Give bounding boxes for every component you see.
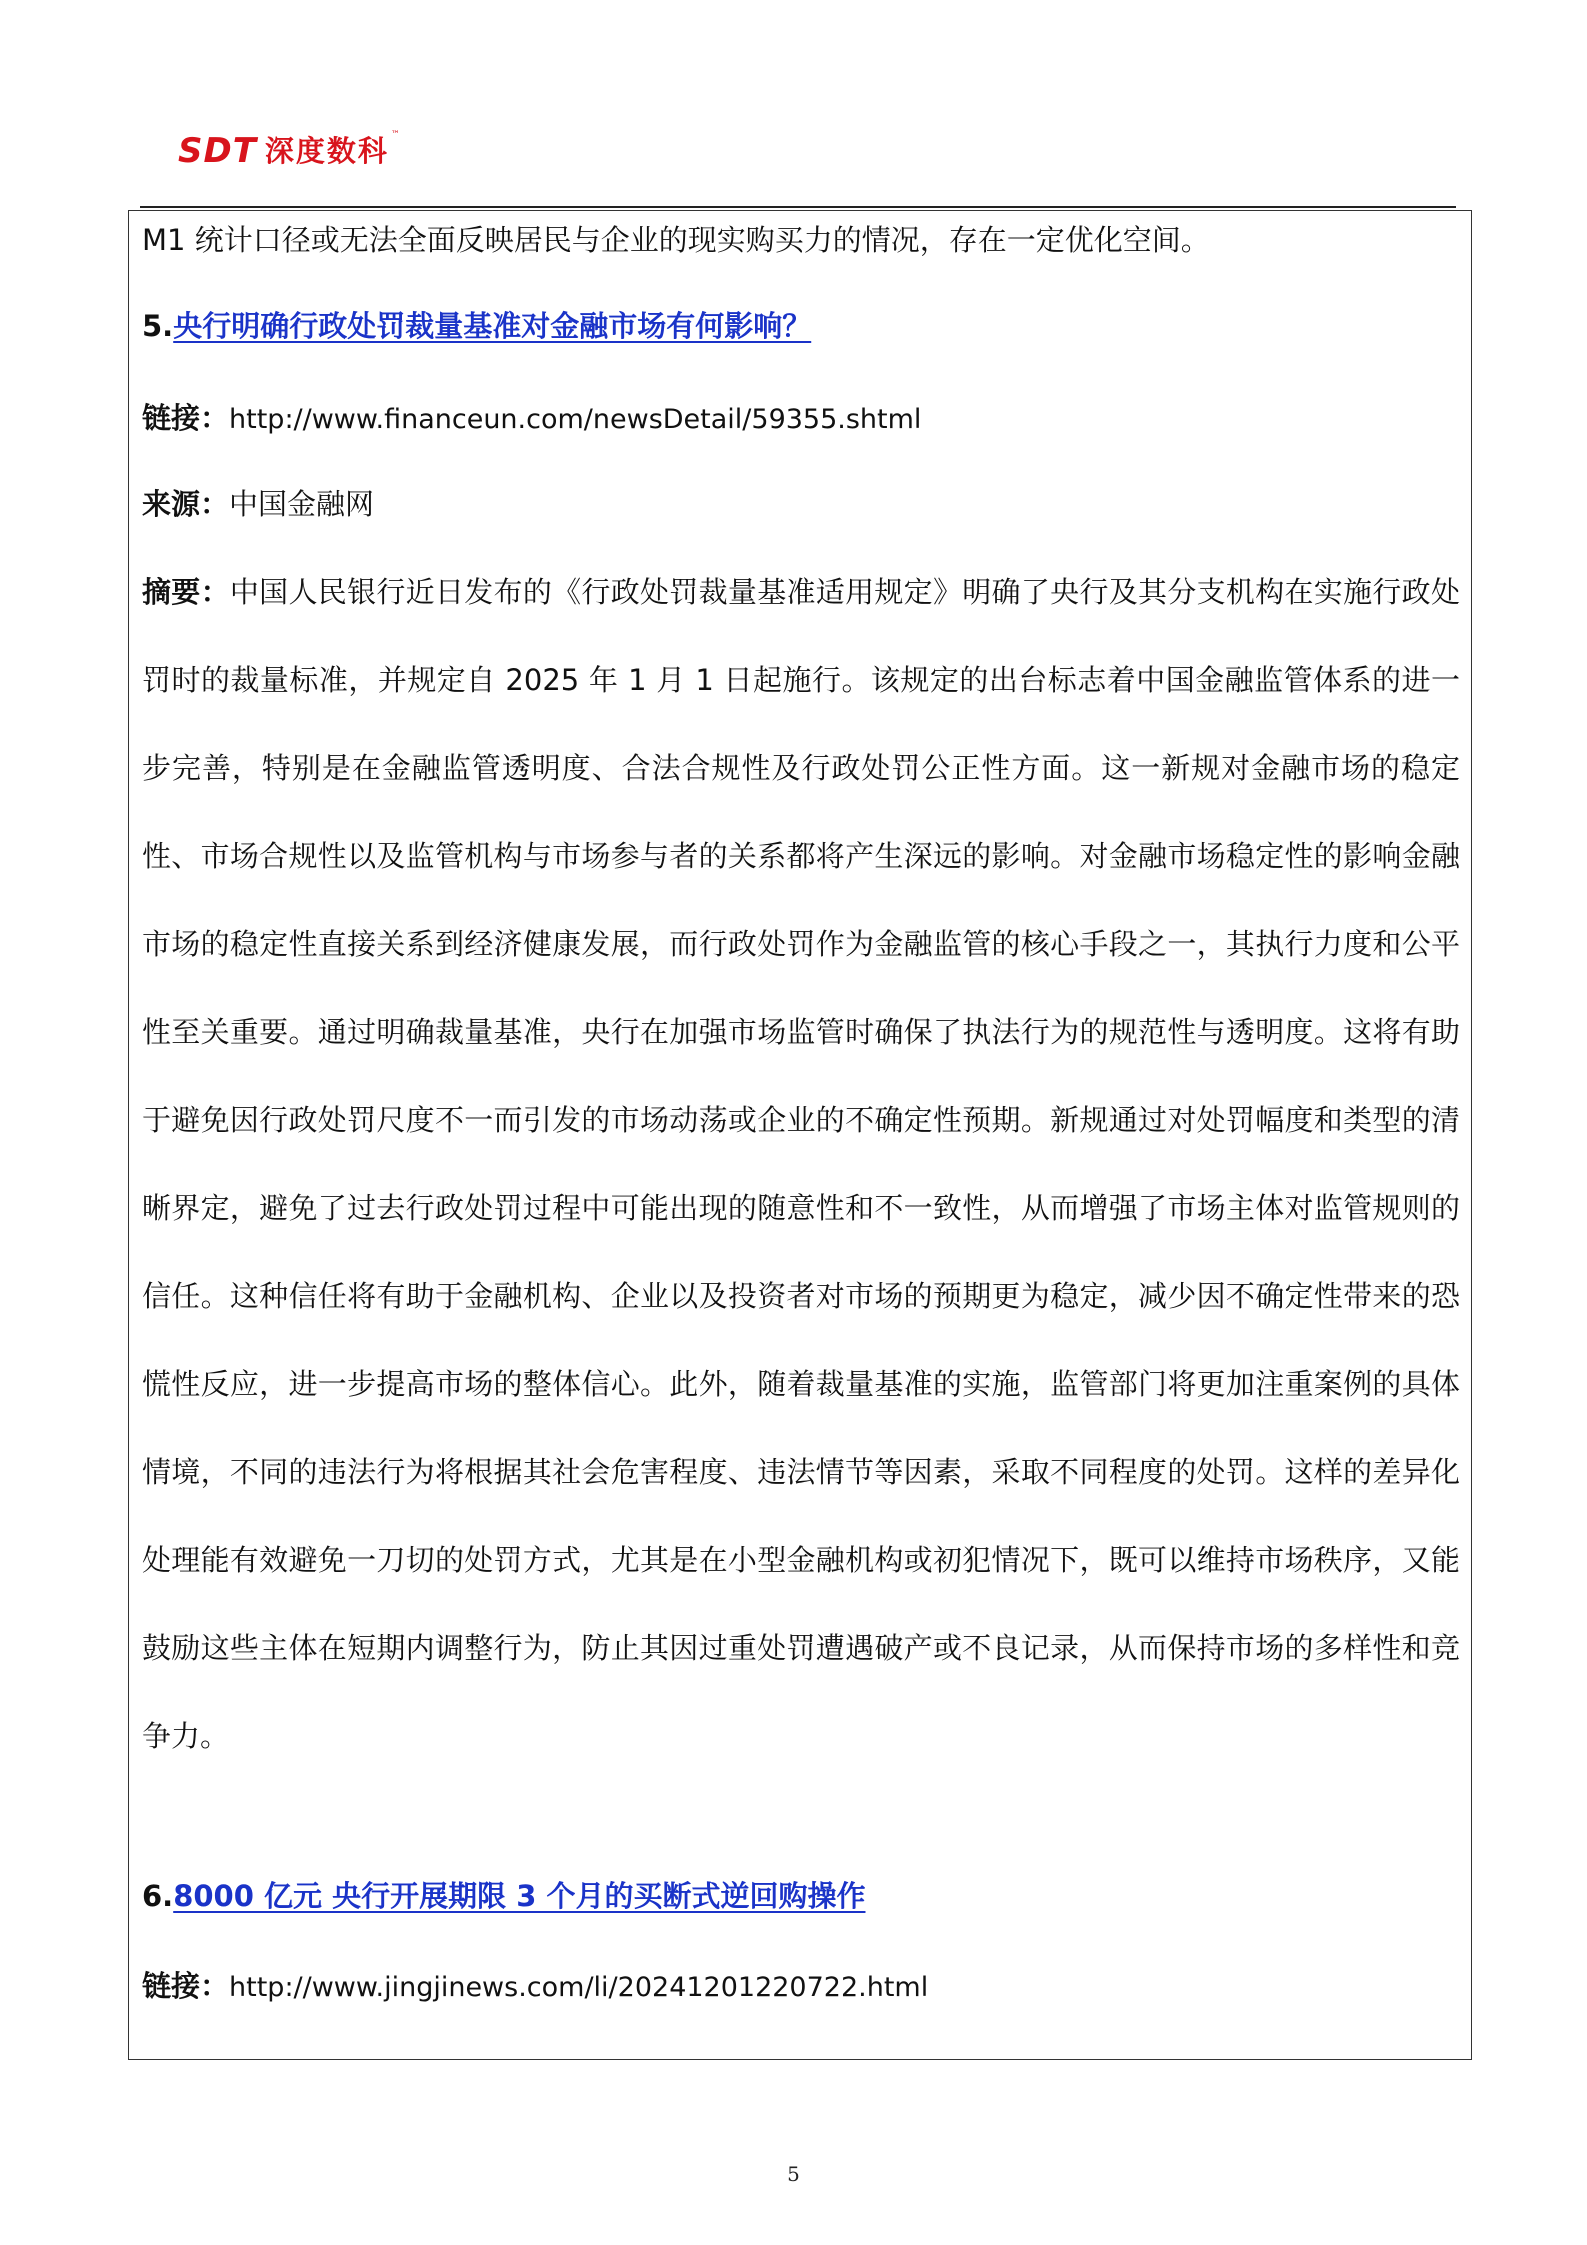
logo-trademark: ™ [390, 130, 400, 140]
item-5-link-line [142, 398, 921, 440]
item-5-title-link[interactable]: 央行明确行政处罚裁量基准对金融市场有何影响？ [173, 309, 812, 343]
item-6-link-url[interactable]: http://www.jingjinews.com/li/20241201220722.html [229, 1972, 929, 2003]
item-6-title-link[interactable]: 8000 亿元 央行开展期限 3 个月的买断式逆回购操作 [173, 1879, 866, 1913]
item-5-source-label: 来源： [142, 487, 230, 521]
item-5-summary-text: 中国人民银行近日发布的《行政处罚裁量基准适用规定》明确了央行及其分支机构在实施行政处罚时的裁量标准，并规定自 2025 年 1 月 1 日起施行。该规定的出台标志着中国金融监管体系的进一步完善，特别是在金融监管透明度、合法合规性及行政处罚公正性方面。这一新规对金融市场的稳定性、市场合规性以及监管机构与市场参与者的关系都将产生深远的影响。对金融市场稳定性的影响金融市场的稳定性直接关系到经济健康发展，而行政处罚作为金融监管的核心手段之一，其执行力度和公平性至关重要。通过明确裁量基准，央行在加强市场监管时确保了执法行为的规范性与透明度。这将有助于避免因行政处罚尺度不一而引发的市场动荡或企业的不确定性预期。新规通过对处罚幅度和类型的清晰界定，避免了过去行政处罚过程中可能出现的随意性和不一致性，从而增强了市场主体对监管规则的信任。这种信任将有助于金融机构、企业以及投资者对市场的预期更为稳定，减少因不确定性带来的恐慌性反应，进一步提高市场的整体信心。此外，随着裁量基准的实施，监管部门将更加注重案例的具体情境，不同的违法行为将根据其社会危害程度、违法情节等因素，采取不同程度的处罚。这样的差异化处理能有效避免一刀切的处罚方式，尤其是在小型金融机构或初犯情况下，既可以维持市场秩序，又能鼓励这些主体在短期内调整行为，防止其因过重处罚遭遇破产或不良记录，从而保持市场的多样性和竞争力。 [142, 575, 1460, 1753]
item-6-link-label: 链接： [142, 1969, 230, 2003]
item-5-link-label: 链接： [142, 401, 230, 435]
item-5-number: 5. [142, 309, 174, 343]
item-5-source-line [142, 484, 374, 524]
page-number: 5 [787, 2162, 800, 2186]
previous-item-tail: M1 统计口径或无法全面反映居民与企业的现实购买力的情况，存在一定优化空间。 [142, 223, 1210, 257]
item-6-link-line [142, 1966, 928, 2008]
header-divider [140, 206, 1456, 208]
item-5-summary-label: 摘要： [142, 575, 230, 609]
item-5-source-value: 中国金融网 [229, 487, 375, 521]
company-logo [178, 130, 400, 172]
item-6-number: 6. [142, 1879, 174, 1913]
item-6-heading [142, 1876, 865, 1916]
item-5-heading [142, 306, 811, 346]
item-5-link-url[interactable]: http://www.financeun.com/newsDetail/59355.shtml [229, 404, 922, 435]
logo-mark: SDT [178, 131, 257, 171]
logo-name: 深度数科 [264, 133, 389, 168]
item-5-summary [142, 548, 1460, 1780]
